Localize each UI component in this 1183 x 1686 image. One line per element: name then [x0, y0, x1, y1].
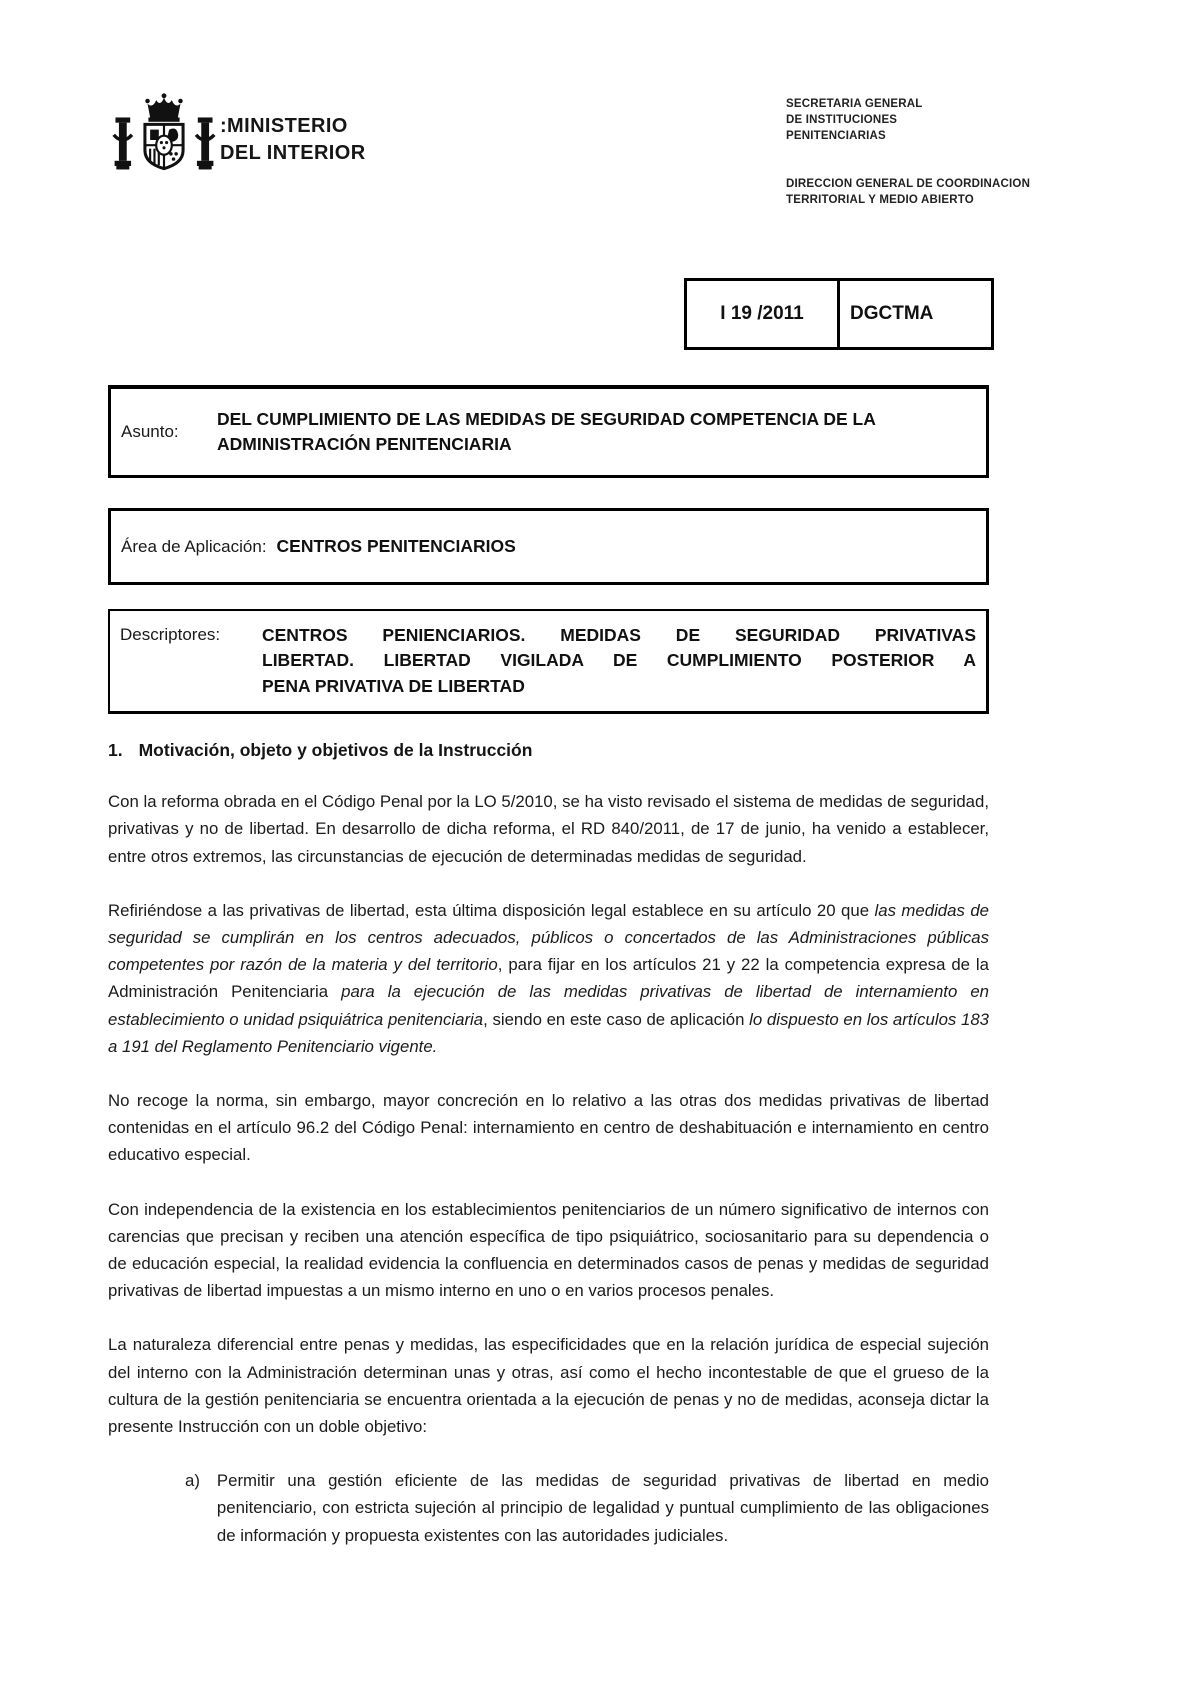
document-content	[108, 385, 989, 1549]
paragraph-3: No recoge la norma, sin embargo, mayor concreción en lo relativo a las otras dos medidas privativas de libertad contenidas en el artículo 96.2 del Código Penal: internamiento en centro de deshabituación e internamiento en centro educativo especial.	[108, 1090, 989, 1165]
descriptors-value	[262, 623, 976, 699]
secretaria-line: PENITENCIARIAS	[786, 130, 886, 143]
spain-coat-of-arms-logo	[112, 90, 216, 190]
section-1-title: Motivación, objeto y objetivos de la Instrucción	[138, 740, 533, 761]
subject-label: Asunto:	[121, 422, 179, 441]
paragraph-1: Con la reforma obrada en el Código Penal por la LO 5/2010, se ha visto revisado el sistema de medidas de seguridad, privativas y no de libertad. En desarrollo de dicha reforma, el RD 840/2011, de 17 de junio, ha venido a establecer, entre otros extremos, las circunstancias de ejecución de determinadas medidas de seguridad.	[108, 792, 989, 866]
objective-list-item-a	[185, 1467, 989, 1549]
issuing-unit-code: DGCTMA	[850, 303, 934, 324]
descriptors-label: Descriptores:	[120, 625, 221, 644]
paragraph-2-quote: las medidas de seguridad se cumplirán en los centros adecuados, públicos o concertados de las Administraciones públicas competentes por razón de la materia y del territorio	[108, 900, 989, 975]
secretaria-line: DE INSTITUCIONES	[786, 114, 898, 127]
org-header	[786, 96, 1030, 208]
paragraph-5: La naturaleza diferencial entre penas y medidas, las especificidades que en la relación jurídica de especial sujeción del interno con la Administración determinan unas y otras, así como el hecho incontestable de que el grueso de la cultura de la gestión penitenciaria se encuentra orientada a la ejecución de penas y no de medidas, aconseja dictar la presente Instrucción con un doble objetivo:	[108, 1335, 989, 1436]
subject-box	[108, 385, 989, 478]
objective-a-text: Permitir una gestión eficiente de las medidas de seguridad privativas de libertad en medio penitenciario, con estricta sujeción al principio de legalidad y puntual cumplimiento de las obligaciones de información y propuesta existentes con las autoridades judiciales.	[216, 1471, 989, 1545]
subject-value: DEL CUMPLIMIENTO DE LAS MEDIDAS DE SEGURIDAD COMPETENCIA DE LA ADMINISTRACIÓN PENITENCIARIA	[217, 408, 876, 454]
direccion-line: TERRITORIAL Y MEDIO ABIERTO	[786, 194, 974, 207]
paragraph-4: Con independencia de la existencia en los establecimientos penitenciarios de un número significativo de internos con carencias que precisan y reciben una atención específica de tipo psiquiátrico, sociosanitario para su dependencia o de educación especial, la realidad evidencia la confluencia en determinados casos de penas y medidas de seguridad privativas de libertad impuestas a un mismo interno en uno o en varios procesos penales.	[108, 1199, 989, 1301]
reference-box	[684, 278, 994, 350]
application-area-value: CENTROS PENITENCIARIOS	[276, 535, 516, 556]
paragraph-2	[108, 897, 989, 1060]
paragraph-2-segment: , para fijar en los artículos 21 y 22 la competencia expresa de la Administración Penitenciaria	[108, 955, 989, 1002]
paragraph-2-segment: , siendo en este caso de aplicación	[483, 1009, 750, 1029]
application-area-box	[108, 508, 989, 585]
ministry-header	[112, 90, 366, 190]
paragraph-2-quote: para la ejecución de las medidas privativas de libertad de internamiento en establecimiento o unidad psiquiátrica penitenciaria	[108, 982, 989, 1029]
section-1-number: 1.	[108, 740, 123, 761]
ministry-name-line2: DEL INTERIOR	[220, 142, 366, 164]
descriptors-line: PENA PRIVATIVA DE LIBERTAD	[262, 675, 525, 696]
section-1-heading	[108, 740, 989, 761]
direccion-line: DIRECCION GENERAL DE COORDINACION	[786, 178, 1031, 191]
secretaria-line: SECRETARIA GENERAL	[786, 98, 923, 110]
application-area-label: Área de Aplicación:	[121, 536, 267, 556]
descriptors-line: LIBERTAD. LIBERTAD VIGILADA DE CUMPLIMIENTO POSTERIOR A	[262, 650, 976, 671]
secretaria-general-block	[786, 96, 1030, 144]
descriptors-box	[108, 609, 989, 714]
list-marker-a: a)	[185, 1471, 200, 1491]
ministry-name-line1: :MINISTERIO	[220, 115, 348, 137]
ministry-name	[220, 113, 366, 167]
descriptors-line: CENTROS PENIENCIARIOS. MEDIDAS DE SEGURIDAD PRIVATIVAS	[262, 625, 976, 645]
paragraph-2-quote: lo dispuesto en los artículos 183 a 191 del Reglamento Penitenciario vigente.	[108, 1009, 989, 1056]
instruction-number: I 19 /2011	[687, 281, 840, 347]
direccion-general-block	[786, 176, 1030, 208]
paragraph-2-segment: Refiriéndose a las privativas de libertad, esta última disposición legal establece en su artículo 20 que	[108, 900, 875, 920]
